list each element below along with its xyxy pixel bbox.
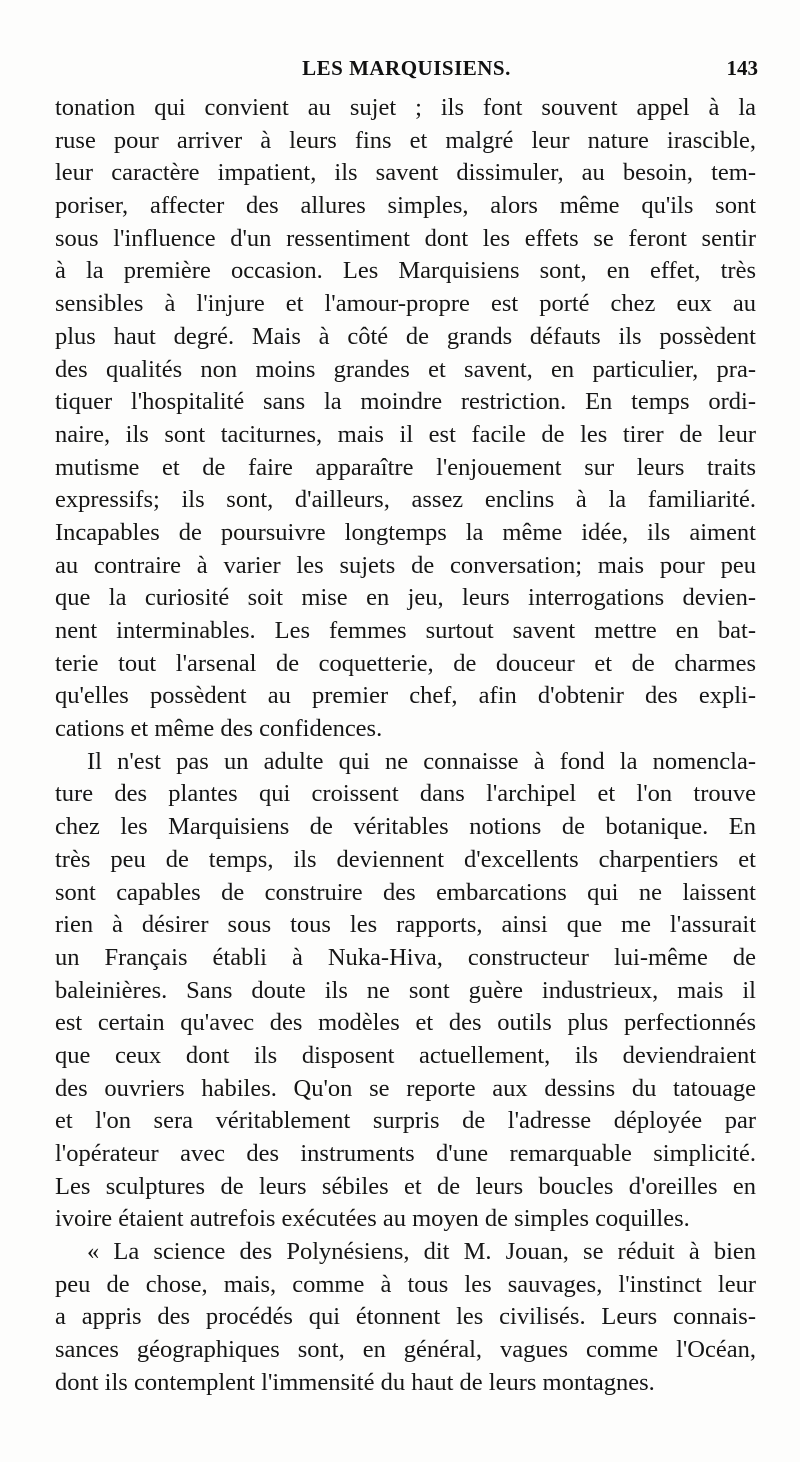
text-line: chez les Marquisiens de véritables notions de botanique. En xyxy=(55,813,756,841)
text-line: sous l'influence d'un ressentiment dont les effets se feront sentir xyxy=(55,224,756,252)
text-line: des ouvriers habiles. Qu'on se reporte aux dessins du tatouage xyxy=(55,1074,756,1102)
text-line: ture des plantes qui croissent dans l'archipel et l'on trouve xyxy=(55,780,756,808)
text-line: expressifs; ils sont, d'ailleurs, assez enclins à la familiarité. xyxy=(55,486,756,514)
body-text xyxy=(55,92,756,1400)
text-line: « La science des Polynésiens, dit M. Jouan, se réduit à bien xyxy=(87,1238,756,1266)
text-line: l'opérateur avec des instruments d'une remarquable simplicité. xyxy=(55,1140,756,1167)
page-number: 143 xyxy=(726,56,758,80)
text-line: peu de chose, mais, comme à tous les sauvages, l'instinct leur xyxy=(55,1270,756,1298)
text-line: nent interminables. Les femmes surtout savent mettre en bat- xyxy=(55,617,756,644)
text-line: tiquer l'hospitalité sans la moindre restriction. En temps ordi- xyxy=(55,388,756,416)
text-line: ruse pour arriver à leurs fins et malgré leur nature irascible, xyxy=(55,126,756,154)
text-line: naire, ils sont taciturnes, mais il est facile de les tirer de leur xyxy=(55,420,756,448)
text-line: terie tout l'arsenal de coquetterie, de douceur et de charmes xyxy=(55,649,756,677)
text-line: sensibles à l'injure et l'amour-propre est porté chez eux au xyxy=(55,290,756,318)
text-line: est certain qu'avec des modèles et des outils plus perfectionnés xyxy=(55,1009,756,1037)
text-line: dont ils contemplent l'immensité du haut de leurs montagnes. xyxy=(55,1368,655,1396)
text-line: des qualités non moins grandes et savent, en particulier, pra- xyxy=(55,355,756,383)
text-line: a appris des procédés qui étonnent les civilisés. Leurs connais- xyxy=(55,1303,756,1331)
paragraph xyxy=(55,1236,756,1399)
text-line: leur caractère impatient, ils savent dissimuler, au besoin, tem- xyxy=(55,159,756,187)
text-line: Les sculptures de leurs sébiles et de leurs boucles d'oreilles en xyxy=(55,1172,756,1200)
text-line: tonation qui convient au sujet ; ils font souvent appel à la xyxy=(55,94,756,121)
text-line: baleinières. Sans doute ils ne sont guère industrieux, mais il xyxy=(55,976,756,1004)
text-line: très peu de temps, ils deviennent d'excellents charpentiers et xyxy=(55,845,756,873)
running-title: LES MARQUISIENS. xyxy=(302,56,511,80)
text-line: cations et même des confidences. xyxy=(55,715,383,743)
text-line: qu'elles possèdent au premier chef, afin d'obtenir des expli- xyxy=(55,682,756,710)
text-line: Incapables de poursuivre longtemps la même idée, ils aiment xyxy=(55,518,756,546)
text-line: mutisme et de faire apparaître l'enjouement sur leurs traits xyxy=(55,453,756,481)
text-line: plus haut degré. Mais à côté de grands défauts ils possèdent xyxy=(55,322,756,350)
text-line: que la curiosité soit mise en jeu, leurs interrogations devien- xyxy=(55,584,756,612)
text-line: sont capables de construire des embarcations qui ne laissent xyxy=(55,878,756,906)
text-line: au contraire à varier les sujets de conversation; mais pour peu xyxy=(55,551,756,579)
text-line: poriser, affecter des allures simples, alors même qu'ils sont xyxy=(55,192,756,220)
text-line: sances géographiques sont, en général, vagues comme l'Océan, xyxy=(55,1336,756,1364)
paragraph xyxy=(55,746,756,1236)
text-line: que ceux dont ils disposent actuellement, ils deviendraient xyxy=(55,1041,756,1069)
text-line: Il n'est pas un adulte qui ne connaisse à fond la nomencla- xyxy=(87,747,756,775)
text-line: et l'on sera véritablement surpris de l'adresse déployée par xyxy=(55,1107,756,1135)
running-head xyxy=(55,56,758,86)
paragraph xyxy=(55,92,756,746)
text-line: à la première occasion. Les Marquisiens sont, en effet, très xyxy=(55,257,756,285)
text-line: rien à désirer sous tous les rapports, ainsi que me l'assurait xyxy=(55,911,756,939)
text-line: un Français établi à Nuka-Hiva, constructeur lui-même de xyxy=(55,943,756,971)
text-line: ivoire étaient autrefois exécutées au moyen de simples coquilles. xyxy=(55,1205,690,1233)
